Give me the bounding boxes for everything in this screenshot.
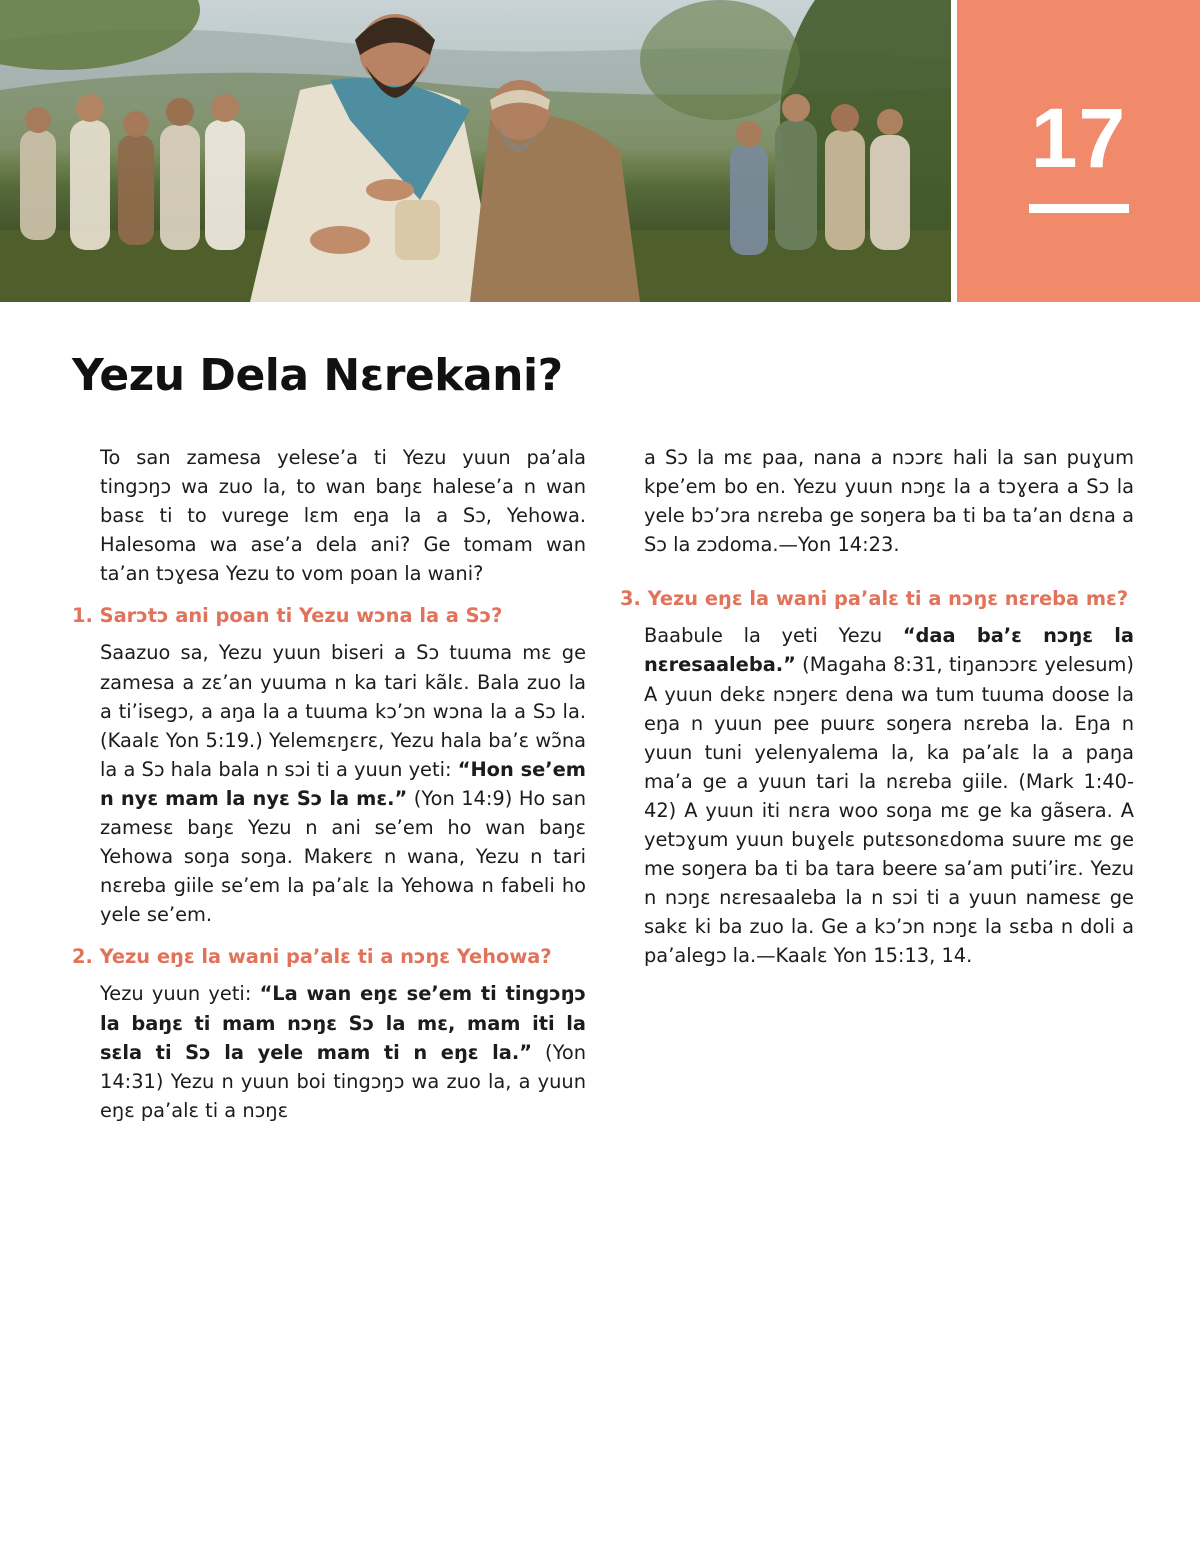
section-1-heading: 1. Sarɔtɔ ani poan ti Yezu wɔna la a Sɔ? (72, 604, 503, 628)
section-1-text-a: Saazuo sa, Yezu yuun biseri a Sɔ tuuma mɛ ge zamesa a zɛ’an yuuma n ka tari kãlɛ. Bala zuo la a ti’isegɔ, a aŋa la a tuuma kɔ’ɔn wɔna la a Sɔ la. (Kaalɛ Yon 5:19.) Yelemɛŋɛrɛ, Yezu hala ba’ɛ wɔ̃na la a Sɔ hala bala n sɔi ti a yuun yeti: (100, 641, 586, 781)
lesson-number-box (957, 0, 1200, 302)
section-2-text-a: Yezu yuun yeti: (100, 982, 260, 1006)
intro-paragraph: To san zamesa yelese’a ti Yezu yuun pa’ala tingɔŋɔ wa zuo la, to wan baŋɛ halese’a n wan basɛ ti to vurege lɛm eŋa la a Sɔ, Yehowa. Halesoma wa ase’a dela ani? Ge tomam wan ta’an tɔɣesa Yezu to vom poan la wani? (100, 446, 586, 586)
section-2-body (72, 979, 586, 1124)
right-column (620, 443, 1134, 971)
hero-illustration (0, 0, 951, 302)
section-3-quote: “daa ba’ɛ nɔŋɛ la nɛresaaleba.” (644, 624, 1134, 677)
page-title: Yezu Dela Nɛrekani? (72, 350, 563, 401)
section-2-quote: “La wan eŋɛ se’em ti tingɔŋɔ la baŋɛ ti mam nɔŋɛ Sɔ la mɛ, mam iti la sɛla ti Sɔ la yele mam ti n eŋɛ la.” (100, 982, 586, 1064)
section-1-text-b: (Yon 14:9) Ho san zamesɛ baŋɛ Yezu n ani se’em ho wan baŋɛ Yehowa soŋa soŋa. Makerɛ n wana, Yezu n tari nɛreba giile se’em la pa’alɛ la Yehowa n fabeli ho yele se’em. (100, 786, 587, 927)
section-2-body-continued: a Sɔ la mɛ paa, nana a nɔɔrɛ hali la san puɣum kpe’em bo en. Yezu yuun nɔŋɛ la a tɔɣera a Sɔ la yele bɔ’ɔra nɛreba ge soŋera ba ti ba ta’an dɛna a Sɔ la zɔdoma.—Yon 14:23. (644, 446, 1134, 557)
left-column (72, 443, 586, 1125)
painting-jesus-healing-man-icon (0, 0, 951, 302)
section-1-body (72, 638, 586, 929)
lesson-number-underline (1029, 204, 1129, 213)
section-3-text-b: (Magaha 8:31, tiŋanɔɔrɛ yelesum) A yuun dekɛ nɔŋerɛ dena wa tum tuuma doose la eŋa n yuun pee puurɛ soŋera nɛreba la. Eŋa n yuun tuni yelenyalema la, ka pa’alɛ la a paŋa ma’a ge a yuun tari la nɛreba giile. (Mark 1:40-42) A yuun iti nɛra woo soŋa mɛ ge ka gãsera. A yetɔɣum yuun buɣelɛ putɛsonɛdoma suure mɛ ge me soŋera ba ti ba tara beere sa’am puti’irɛ. Yezu n nɔŋɛ nɛresaaleba la n sɔi ti a yuun namesɛ ge sakɛ ki ba zuo la. Ge a kɔ’ɔn nɔŋɛ la sɛba n doli a pa’alegɔ la.—Kaalɛ Yon 15:13, 14. (644, 653, 1134, 968)
section-3-body (620, 621, 1134, 970)
lesson-number: 17 (1030, 91, 1127, 185)
section-3-text-a: Baabule la yeti Yezu (644, 624, 903, 648)
section-2-text-b: (Yon 14:31) Yezu n yuun boi tingɔŋɔ wa zuo la, a yuun eŋɛ pa’alɛ ti a nɔŋɛ (100, 1040, 587, 1122)
section-2-heading: 2. Yezu eŋɛ la wani pa’alɛ ti a nɔŋɛ Yehowa? (72, 945, 552, 969)
section-1-quote: “Hon se’em n nyɛ mam la nyɛ Sɔ la mɛ.” (100, 757, 586, 810)
section-3-heading: 3. Yezu eŋɛ la wani pa’alɛ ti a nɔŋɛ nɛreba mɛ? (620, 587, 1129, 611)
